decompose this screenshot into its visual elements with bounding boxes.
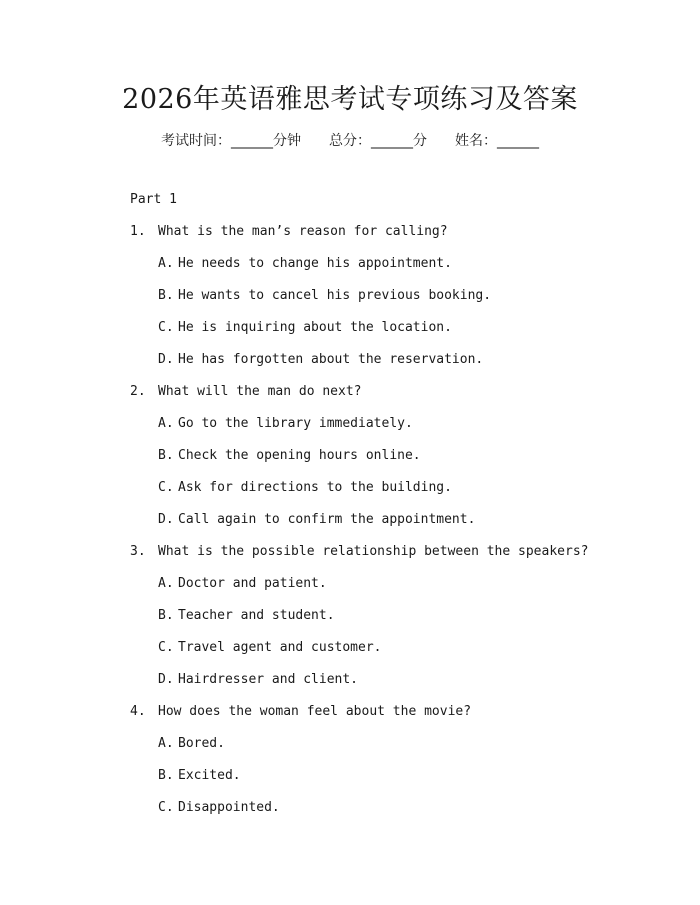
question-text: What is the possible relationship between the speakers? [158,544,589,559]
option-letter: D. [158,512,174,527]
question-1-option-d [130,349,670,381]
question-1 [130,221,670,253]
option-text: He wants to cancel his previous booking. [178,288,492,303]
document-title: 2026年英语雅思考试专项练习及答案 [122,84,578,115]
option-letter: A. [158,576,174,591]
option-text: Hairdresser and client. [178,672,359,687]
question-text: How does the woman feel about the movie? [158,704,472,719]
question-3-option-d [130,669,670,701]
option-letter: C. [158,480,174,495]
question-2-option-d [130,509,670,541]
exam-time-field: 考试时间：______分钟 [161,133,301,149]
question-2-option-a [130,413,670,445]
option-text: Check the opening hours online. [178,448,421,463]
question-number: 2. [130,384,146,399]
name-field: 姓名：______ [455,133,539,149]
question-4-option-c [130,797,670,829]
option-text: Go to the library immediately. [178,416,413,431]
option-letter: B. [158,448,174,463]
question-2-option-c [130,477,670,509]
question-4-option-b [130,765,670,797]
question-text: What is the man’s reason for calling? [158,224,448,239]
question-number: 3. [130,544,146,559]
question-number: 4. [130,704,146,719]
option-text: Doctor and patient. [178,576,327,591]
question-list [130,189,670,829]
question-2-option-b [130,445,670,477]
option-letter: B. [158,288,174,303]
question-number: 1. [130,224,146,239]
part-heading: Part 1 [130,192,177,207]
question-2 [130,381,670,413]
option-letter: D. [158,672,174,687]
option-text: Travel agent and customer. [178,640,382,655]
option-text: Excited. [178,768,241,783]
option-text: Disappointed. [178,800,280,815]
option-text: Teacher and student. [178,608,335,623]
question-3-option-a [130,573,670,605]
option-letter: C. [158,800,174,815]
option-letter: B. [158,768,174,783]
question-text: What will the man do next? [158,384,362,399]
question-1-option-b [130,285,670,317]
option-text: Bored. [178,736,225,751]
option-letter: B. [158,608,174,623]
option-text: He needs to change his appointment. [178,256,452,271]
question-1-option-a [130,253,670,285]
exam-info-row [0,130,700,152]
option-text: He has forgotten about the reservation. [178,352,484,367]
option-letter: C. [158,320,174,335]
option-letter: A. [158,416,174,431]
question-3-option-b [130,605,670,637]
option-letter: A. [158,736,174,751]
option-text: Call again to confirm the appointment. [178,512,476,527]
total-score-field: 总分：______分 [329,133,427,149]
question-3-option-c [130,637,670,669]
question-4-option-a [130,733,670,765]
question-4 [130,701,670,733]
question-3 [130,541,670,573]
option-letter: D. [158,352,174,367]
option-text: He is inquiring about the location. [178,320,452,335]
option-letter: C. [158,640,174,655]
option-text: Ask for directions to the building. [178,480,452,495]
option-letter: A. [158,256,174,271]
question-1-option-c [130,317,670,349]
